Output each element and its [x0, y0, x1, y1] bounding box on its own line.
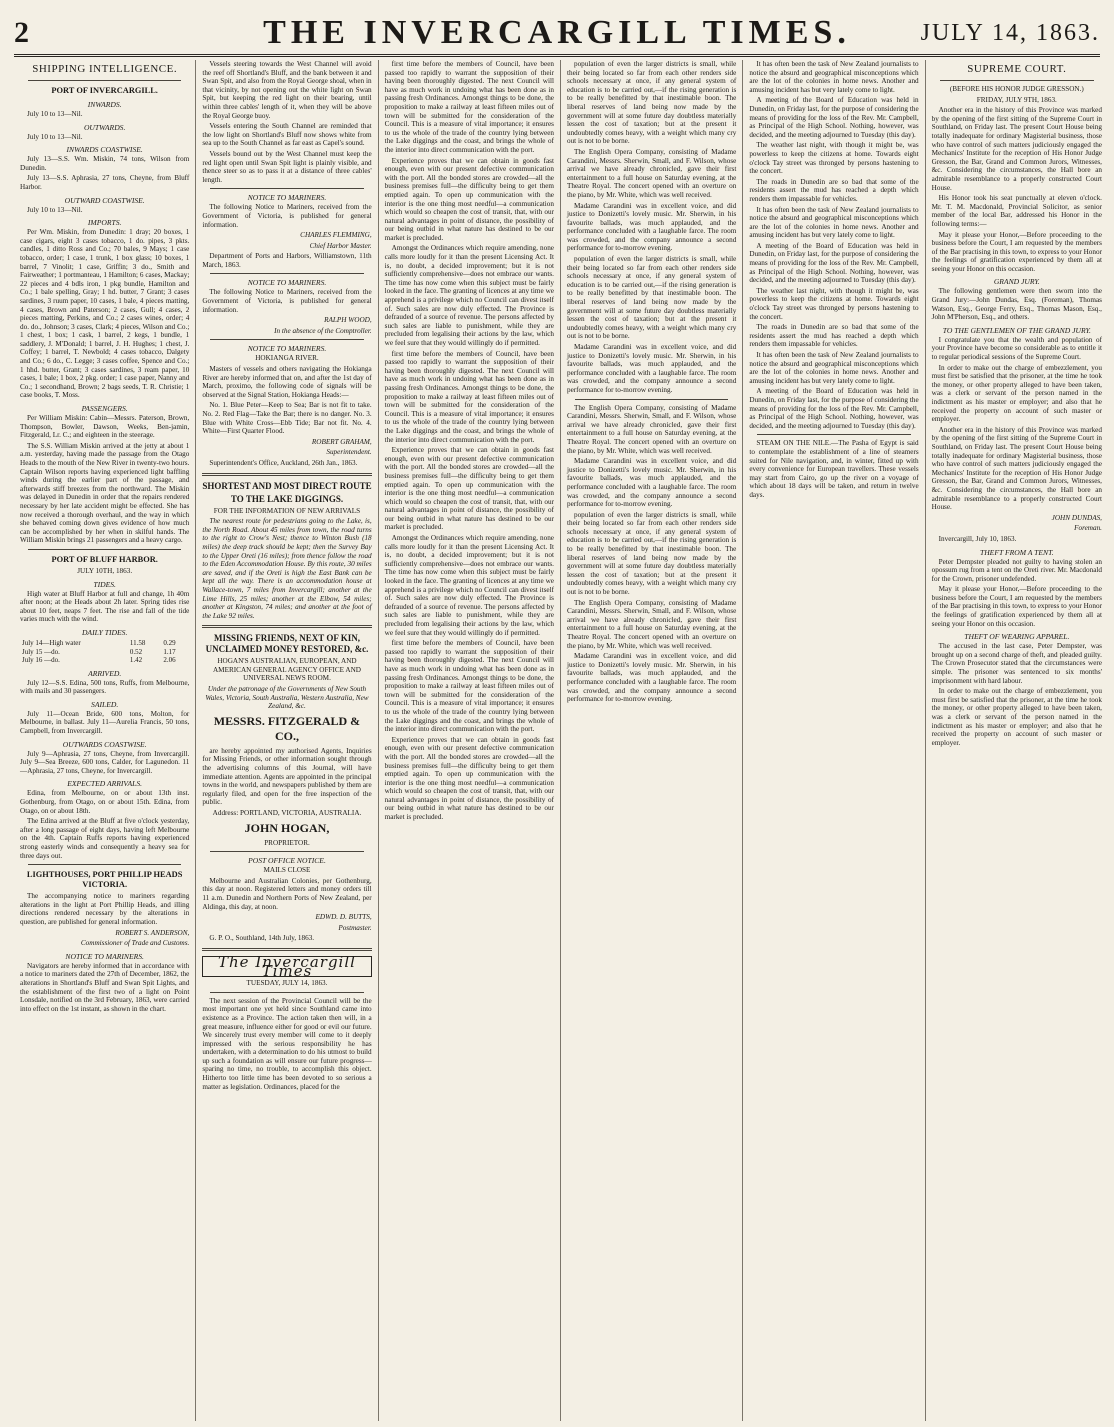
section-heading: SUPREME COURT.: [967, 63, 1067, 75]
subheading: INWARDS COASTWISE.: [66, 145, 143, 155]
subheading: PASSENGERS.: [81, 404, 128, 414]
column-2: [196, 60, 378, 1421]
paragraph: HOKIANGA RIVER.: [255, 354, 319, 363]
paragraph: Melbourne and Australian Colonies, per Gothenburg, this day at noon. Registered letters and money orders till 11 a.m. Dunedin and Northern Ports of New Zealand, per Aldinga, this day, at noon.: [202, 876, 372, 911]
table-row: [20, 656, 189, 665]
paragraph: Another era in the history of this Province was marked by the opening of the first sitting of the Supreme Court in Southland, on Friday last. The present Court House being totally inadequate for ordinary Magisterial business, those who have control of such matters judiciously engaged the Mechanics' Institute for the reception of His Honor Judge Gresson, the Bar, Grand and Common Jurors, Witnesses, &c. Considering the circumstances, the Hall bore an admirable resemblance to a properly constructed Court House.: [931, 425, 1102, 512]
paragraph: The English Opera Company, consisting of Madame Carandini, Messrs. Sherwin, Small, and F. Wilson, whose arrival we have already chronicled, gave their first entertainment to a full house on Saturday evening, at the Theatre Royal. The concert opened with an overture on the piano, by Mr. White, which was well received.: [566, 598, 737, 650]
issue-date: JULY 14, 1863.: [920, 20, 1100, 46]
subheading: TIDES.: [93, 579, 116, 589]
subheading: NOTICE TO MARINERS.: [247, 278, 327, 288]
paragraph: Edina, from Melbourne, on or about 13th inst. Gothenburg, from Otago, on or about 15th. Edina, from Otago, on or about 18th.: [20, 789, 190, 815]
subheading: ARRIVED.: [88, 668, 122, 678]
paragraph: Per William Miskin: Cabin—Messrs. Paterson, Brown, Thompson, Bowler, Dawson, Weeks, Ben-jamin, Fitzgerald, Lr. C.; and eighteen in the steerage.: [20, 414, 190, 440]
paragraph: Madame Carandini was in excellent voice, and did justice to Donizetti's lovely music. Mr. Sherwin, in his favourite ballads, was much applauded, and the performance concluded with a laughable farce. The room was crowded, and the company announce a second performance for to-morrow evening.: [566, 201, 737, 253]
subheading: OUTWARD COASTWISE.: [64, 195, 145, 205]
paragraph: Navigators are hereby informed that in accordance with a notice to mariners dated the 27th of December, 1862, the alterations in Shortland's Bluff and Swan Spit Lights, and the establishment of the first two of a light on Point Lonsdale, notified on the 3rd February, 1863, were carried into effect on the 1st instant, as shown in the chart.: [20, 961, 190, 1013]
advert-heading: SHORTEST AND MOST DIRECT ROUTE: [202, 480, 372, 491]
paragraph: It has often been the task of New Zealand journalists to notice the absurd and geographical misconceptions which are the lot of the colonies in home news. Another and amusing incident has but very lately come to light.: [749, 351, 919, 385]
paragraph: The accompanying notice to mariners regarding alterations in the light at Port Phillip Heads, and illing directions rendered necessary by the alterations in question, are published for general information.: [20, 892, 190, 926]
subheading: DAILY TIDES.: [81, 627, 128, 637]
column-3: [379, 60, 561, 1421]
paragraph: STEAM ON THE NILE.—The Pasha of Egypt is said to contemplate the establishment of a line of steamers suited for Nile navigation, and, in winter, fitted up with every convenience for European travellers. These vessels may start from Cairo, go up the river on a voyage of which about 18 days will be taken, and return in twelve days.: [749, 439, 919, 499]
divider: [210, 188, 363, 189]
newspaper-title: THE INVERCARGILL TIMES.: [263, 14, 851, 51]
advert-heading: MISSING FRIENDS, NEXT OF KIN, UNCLAIMED MONEY RESTORED, &c.: [205, 633, 369, 655]
columns: [14, 60, 1108, 1421]
paragraph: July 12—S.S. Edina, 500 tons, Ruffs, from Melbourne, with mails and 30 passengers.: [20, 678, 190, 696]
paragraph: The accused in the last case, Peter Dempster, was brought up on a second charge of theft, and pleaded guilty. The Crown Prosecutor stated that the circumstances were simple. The prisoner was sentenced to six months' imprisonment with hard labour.: [931, 642, 1102, 685]
paragraph: population of even the larger districts is small, while their being located so far from each other renders side schools necessary at once, if any general system of education is to be carried out,—if the rising generation is to be really benefitted by that inestimable boon. The liberal reserves of land being now made by the government will at some future day doubtless materially lessen the cost of taxation; but at the present it undoubtedly comes heavy, with a weight which many cry out is not to be borne.: [566, 60, 737, 146]
paragraph: No. 1. Blue Peter—Keep to Sea; Bar is not fit to take. No. 2. Red Flag—Take the Bar; there is no danger. No. 3. Blue with White Cross—Ebb Tide; Bar not fit. No. 4. White—First Quarter Flood.: [202, 401, 372, 436]
paragraph: G. P. O., Southland, 14th July, 1863.: [209, 934, 315, 943]
paragraph: May it please your Honor,—Before proceeding to the business before the Court, I am requested by the members of the Bar practising in this town, to express to your Honor the feelings of gratification experienced by them all at seeing your Honor on this occasion.: [931, 585, 1102, 628]
masthead: [14, 8, 1100, 57]
subheading: OUTWARDS COASTWISE.: [62, 739, 147, 749]
paragraph: The roads in Dunedin are so bad that some of the residents assert the mud has reached a depth which renders them impassable for vehicles.: [749, 323, 919, 349]
paragraph: Superintendent's Office, Auckland, 26th Jan., 1863.: [209, 458, 358, 467]
paragraph: It has often been the task of New Zealand journalists to notice the absurd and geographical misconceptions which are the lot of the colonies in home news. Another and amusing incident has but very lately come to light.: [749, 60, 919, 94]
paragraph: MAILS CLOSE: [263, 866, 311, 875]
paragraph: FOR THE INFORMATION OF NEW ARRIVALS: [213, 506, 361, 515]
paragraph: July 13—S.S. Aphrasia, 27 tons, Cheyne, from Bluff Harbor.: [20, 174, 190, 191]
paragraph: The weather last night, with though it might be, was powerless to keep the citizens at home. Towards eight o'clock Tay street was thronged by persons hastening to the concert.: [749, 286, 919, 321]
signature: Foreman.: [1074, 524, 1102, 533]
paragraph: The nearest route for pedestrians going to the Lake, is, the North Road. About 45 miles from town, the road turns to the right to Crow's Nest; thence to Winton Bush (18 miles) the deep track should be kept; then the Survey Bay to the Upper Oreti (16 miles); from thence follow the road to the Eden Accommodation House. By this route, 30 miles are saved, and if the Oreti is high the East Bank can be kept all the way. There is an accommodation house at Wallace-town, 7 miles from Invercargill; another at the Lime Hills, 25 miles; another at the Elbow, 54 miles; another at Kingston, 74 miles; and another at the foot of the Lake 92 miles.: [202, 517, 372, 620]
table-cell: July 15 —do.: [22, 647, 60, 656]
divider: [210, 851, 363, 852]
paragraph: Masters of vessels and others navigating the Hokianga River are hereby informed that on, and after the 1st day of March, proximo, the following code of signals will be observed at the Signal Station, Hokianga Heads:—: [202, 365, 372, 399]
paragraph: JULY 10TH, 1863.: [77, 566, 133, 575]
subheading: EXPECTED ARRIVALS.: [67, 779, 143, 789]
signature: RALPH WOOD,: [324, 316, 372, 325]
paragraph: (BEFORE HIS HONOR JUDGE GRESSON.): [949, 85, 1084, 93]
paragraph: In order to make out the charge of embezzlement, you must first be satisfied that the prisoner, at the time he took the money, or other property alleged to have been taken, was a clerk or servant of the person named in the indictment as his master or employer; and also that he received the property on account of such master or employer.: [931, 687, 1102, 747]
paragraph: It has often been the task of New Zealand journalists to notice the absurd and geographical misconceptions which are the lot of the colonies in home news. Another and amusing incident has but very lately come to light.: [749, 205, 919, 240]
table-row: [20, 639, 189, 648]
divider: [940, 80, 1094, 81]
paragraph: The following Notice to Mariners, received from the Government of Victoria, is published for general information.: [202, 203, 372, 229]
paragraph: Vessels steering towards the West Channel will avoid the reef off Shortland's Bluff, and the bank between it and Swan Spit, and also from the Royal George shoal, when in that vicinity, by not opening out the white light on Swan Spit, but keeping the red light on their bearing, until within three cables' length of it, when they will be above the Royal George buoy.: [202, 60, 372, 120]
paragraph: Experience proves that we can obtain in goods fast enough, even with our present defective communication with the port. All the bonded stores are crowded—all the business premises full—the difficulty being to get them emptied again. To open up communication with the interior is the one thing most needful—a communication which would so cheapen the cost of transit, that, with our natural advantages in point of distance, the possibility of our being outbid in what nature has destined to be our market is precluded.: [384, 735, 554, 822]
subheading: INWARDS.: [87, 100, 122, 109]
paragraph: May it please your Honor,—Before proceeding to the business before the Court, I am requested by the members of the Bar practising in this town, to express to your Honor the feelings of gratification experienced by them all at seeing your Honor on this occasion.: [931, 230, 1102, 273]
advert-heading: MESSRS. FITZGERALD & CO.,: [213, 713, 361, 743]
paragraph: Vessels bound out by the West Channel must keep the red light open until Swan Spit light is plainly visible, and thence steer so as to pass it at a distance of three cables' length.: [202, 149, 372, 184]
table-cell: 2.06: [163, 656, 176, 665]
signature: JOHN DUNDAS,: [1051, 513, 1102, 522]
masthead-flag: [202, 952, 371, 980]
paragraph: first time before the members of Council, have been passed too rapidly to warrant the supposition of their having been thoroughly digested. The next Council will have as much work in undoing what has been done as in passing fresh Ordinances. Amongst things to be done, the proposition to make a railway at least fifteen miles out of town will be submitted for the consideration of the Council. This is a measure of vital importance; it ensures to us the whole of the trade of the country lying between the Lake diggings and the coast, and brings the whole of the interior into direct communication with the port.: [384, 349, 554, 444]
paragraph: A meeting of the Board of Education was held in Dunedin, on Friday last, for the purpose of considering the means of providing for the loss of the Rev. Mr. Campbell, as Principal of the High School. Nothing, however, was decided, and the meeting adjourned to Tuesday (this day).: [749, 241, 919, 285]
paragraph: TUESDAY, JULY 14, 1863.: [246, 979, 328, 988]
paragraph: July 10 to 13—Nil.: [27, 205, 83, 214]
advert-heading: TO THE LAKE DIGGINGS.: [230, 493, 344, 504]
section-heading: SHIPPING INTELLIGENCE.: [32, 63, 178, 75]
signature: ROBERT S. ANDERSON,: [115, 928, 190, 937]
paragraph: July 13—S.S. Wm. Miskin, 74 tons, Wilson from Dunedin.: [20, 155, 190, 172]
paragraph: I congratulate you that the wealth and population of your Province have become so considerable as to entitle it to regular periodical sessions of the Supreme Court.: [931, 335, 1102, 362]
paragraph: Madame Carandini was in excellent voice, and did justice to Donizetti's lovely music. Mr. Sherwin, in his favourite ballads, was much applauded, and the performance concluded with a laughable farce. The room was crowded, and the company announce a second performance for to-morrow evening.: [566, 652, 737, 704]
subheading: OUTWARDS.: [83, 122, 126, 132]
table-cell: 11.58: [129, 638, 146, 647]
table-cell: 1.17: [163, 647, 176, 656]
signature: Chief Harbor Master.: [309, 241, 372, 250]
subheading: POST OFFICE NOTICE.: [248, 856, 326, 866]
signature: Superintendent.: [326, 448, 372, 457]
paragraph: The S.S. William Miskin arrived at the jetty at about 1 a.m. yesterday, having made the passage from the Otago Heads to the mouth of the New River in twenty-two hours. Captain Wilson reports having experienced light baffling winds during the earlier part of the passage, and afterwards stiff breezes from the northward. The Miskin was delayed in Dunedin in order that the repairs rendered necessary by her late accident might be effected. She has now received a thorough overhaul, and the way in which she behaved coming down gives evidence of how much can be accomplished by her when in skilful hands. The William Miskin brings 21 passengers and a heavy cargo.: [20, 441, 190, 545]
table-cell: July 16 —do.: [22, 656, 60, 665]
paragraph: A meeting of the Board of Education was held in Dunedin, on Friday last, for the purpose of considering the means of providing for the loss of the Rev. Mr. Campbell, as Principal of the High School. Nothing, however, was decided, and the meeting adjourned to Tuesday (this day).: [749, 96, 919, 139]
paragraph: Experience proves that we can obtain in goods fast enough, even with our present defective communication with the port. All the bonded stores are crowded—all the business premises full—the difficulty being to get them emptied again. To open up communication with the interior is the one thing most needful—a communication which would so cheapen the cost of transit, that, with our natural advantages in point of distance, the possibility of our being outbid in what nature has destined to be our market is precluded.: [384, 156, 554, 242]
subheading: GRAND JURY.: [993, 277, 1040, 287]
subheading: IMPORTS.: [87, 218, 122, 228]
divider: [210, 339, 363, 340]
subheading: LIGHTHOUSES, PORT PHILLIP HEADS VICTORIA.: [26, 870, 183, 890]
table-cell: July 14—High water: [22, 638, 81, 647]
paragraph: A meeting of the Board of Education was held in Dunedin, on Friday last, for the purpose of considering the means of providing for the loss of the Rev. Mr. Campbell, as Principal of the High School. Nothing, however, was decided, and the meeting adjourned to Tuesday (this day).: [749, 387, 919, 430]
paragraph: Peter Dempster pleaded not guilty to having stolen an opossum rug from a tent on the Oreti river. Mr. Macdonald for the Crown, prisoner undefended.: [931, 557, 1102, 583]
paragraph: Vessels entering the South Channel are reminded that the low light on Shortland's Bluff now shows white from sea up to the South Channel as far east as Capel's sound.: [202, 122, 372, 148]
paragraph: His Honor took his seat punctually at eleven o'clock. Mr. T. M. Macdonald, Provincial Solicitor, as senior member of the local Bar, addressed his Honor in the following terms:—: [931, 194, 1102, 228]
tide-table: [20, 639, 189, 665]
paragraph: The English Opera Company, consisting of Madame Carandini, Messrs. Sherwin, Small, and F. Wilson, whose arrival we have already chronicled, gave their first entertainment to a full house on Saturday evening, at the Theatre Royal. The concert opened with an overture on the piano, by Mr. White, which was well received.: [566, 403, 737, 455]
subheading: NOTICE TO MARINERS.: [247, 193, 327, 203]
paragraph: Per Wm. Miskin, from Dunedin: 1 dray; 20 boxes, 1 case cigars, eight 3 cases tobacco, 1 do. pipes, 3 pkts. candles, 1 ditto Ross and Co.; 70 bales, 9 Mays; 1 case tobacco, order; 1 case, 1 trunk, 1 box glass; 10 boxes, 1 barrel, 7 Vinolit; 1 case, Griffin; 3 do., Smith and Fairweather; 1 portmanteau, 1 Hamilton; 6 cases, Mackay; 22 pieces and 4 bdls iron, 1 pkg bundle, Hamilton and Co.; 1 bale spelling, Gray; 1 hd. butter, 7 Grant; 3 cases sardines, 3 ruum paper, 10 cases, 1 bale, 4 pieces matting, 4 cases, Brown and Paterson; 2 cases, Gull; 4 cases, 2 pieces matting, Perkins, and Co.; 2 cases wines, order; 4 do. do., Johnson; 3 cases, Clark; 4 pieces, Wilson and Co.; 1 chest, 1 box; 1 cask, 1 barrel, 2 kegs, 1 bundle, 1 saddlery, J. M'Donald; 1 barrel, J. H. Hughes; 1 chest, J. Coffey; 1 barrel, T. Newbold; 4 cases tobacco, Dalgety and Co.; 6 do., C. Legge; 3 cases coffee, Spence and Co.; 1 hhd. butter, Grant; 3 cases sardines, 3 ream paper, 10 cases, 1 bale; 1 box, 2 pkg. order; 1 case paper, Nanny and Co.; 1 secondhand, Brown; 2 bags seeds, T. R. Christie; 1 case books, T. Moss.: [20, 228, 190, 400]
paragraph: first time before the members of Council, have been passed too rapidly to warrant the supposition of their having been thoroughly digested. The next Council will have as much work in undoing what has been done as in passing fresh Ordinances. Amongst things to be done, the proposition to make a railway at least fifteen miles out of town will be submitted for the consideration of the Council. This is a measure of vital importance; it ensures to us the whole of the trade of the country lying between the Lake diggings and the coast, and brings the whole of the interior into direct communication with the port.: [384, 639, 554, 734]
paragraph: Madame Carandini was in excellent voice, and did justice to Donizetti's lovely music. Mr. Sherwin, in his favourite ballads, was much applauded, and the performance concluded with a laughable farce. The room was crowded, and the company announce a second performance for to-morrow evening.: [566, 343, 737, 394]
paragraph: The English Opera Company, consisting of Madame Carandini, Messrs. Sherwin, Small, and F. Wilson, whose arrival we have already chronicled, gave their first entertainment to a full house on Saturday evening, at the Theatre Royal. The concert opened with an overture on the piano, by Mr. White, which was well received.: [566, 147, 737, 199]
paragraph: July 10 to 13—Nil.: [27, 132, 83, 141]
paragraph: July 9—Aphrasia, 27 tons, Cheyne, from Invercargill. July 9—Sea Breeze, 600 tons, Calder, for Lagunedon. 11—Aphrasia, 27 tons, Cheyne, for Invercargill.: [20, 749, 190, 775]
divider: [28, 80, 181, 81]
paragraph: The roads in Dunedin are so bad that some of the residents assert the mud has reached a depth which renders them impassable for vehicles.: [749, 177, 919, 203]
paragraph: Madame Carandini was in excellent voice, and did justice to Donizetti's lovely music. Mr. Sherwin, in his favourite ballads, was much applauded, and the performance concluded with a laughable farce. The room was crowded, and the company announce a second performance for to-morrow evening.: [566, 457, 737, 509]
flag-title: The Invercargill Times: [202, 956, 371, 977]
paragraph: population of even the larger districts is small, while their being located so far from each other renders side schools necessary at once, if any general system of education is to be carried out,—if the rising generation is to be really benefitted by that inestimable boon. The liberal reserves of land being now made by the government will at some future day doubtless materially lessen the cost of taxation; but at the present it undoubtedly comes heavy, with a weight which many cry out is not to be borne.: [566, 510, 737, 597]
column-5: [743, 60, 925, 1421]
advert-heading: JOHN HOGAN,: [244, 820, 330, 835]
paragraph: population of even the larger districts is small, while their being located so far from each other renders side schools necessary at once, if any general system of education is to be carried out,—if the rising generation is to be really benefitted by that inestimable boon. The liberal reserves of land being now made by the government will at some future day doubtless materially lessen the cost of taxation; but at the present it undoubtedly comes heavy, with a weight which many cry out is not to be borne.: [566, 255, 737, 341]
paragraph: HOGAN'S AUSTRALIAN, EUROPEAN, AND AMERICAN GENERAL AGENCY OFFICE AND UNIVERSAL NEWS ROOM.: [212, 657, 361, 683]
divider: [202, 473, 371, 476]
paragraph: Invercargill, July 10, 1863.: [938, 534, 1017, 543]
paragraph: Amongst the Ordinances which require amending, none calls more loudly for it than the present Licensing Act. It is, no doubt, a decided improvement; but it is not sufficiently comprehensive—does not embrace our wants. The time has now come when this subject must be fairly looked in the face. The granting of licences at any time we apprehend is a privilege which no Council can divest itself of. Such sales are now duly effected. The Province is defrauded of a source of revenue. The persons affected by such sales are liable to punishment, while they are precluded from legalising their actions by the law, which we feel sure that they would willingly do if permitted.: [384, 244, 554, 347]
paragraph: The weather last night, with though it might be, was powerless to keep the citizens at home. Towards eight o'clock Tay street was thronged by persons hastening to the concert.: [749, 141, 919, 176]
table-cell: 1.42: [129, 656, 143, 665]
paragraph: The following Notice to Mariners, received from the Government of Victoria, is published for general information.: [202, 288, 372, 314]
subheading: THEFT OF WEARING APPAREL.: [964, 632, 1070, 642]
signature: Commissioner of Trade and Customs.: [80, 939, 190, 948]
signature: CHARLES FLEMMING,: [300, 231, 372, 240]
paragraph: July 10 to 13—Nil.: [27, 110, 83, 118]
page-number: 2: [14, 16, 29, 49]
paragraph: High water at Bluff Harbor at full and change, 1h 40m after noon; at the Heads about 2h later. Spring tides rise about 10 feet, neaps 7 feet. The rise and fall of the tide varies much with the wind.: [20, 589, 190, 624]
paragraph: In order to make out the charge of embezzlement, you must first be satisfied that the prisoner, at the time he took the money, or other property alleged to have been taken, was a clerk or servant of the person named in the indictment as his master or employer; and also that he received the property on account of such master or employer.: [931, 363, 1102, 424]
paragraph: first time before the members of Council, have been passed too rapidly to warrant the supposition of their having been thoroughly digested. The next Council will have as much work in undoing what has been done as in passing fresh Ordinances. Amongst things to be done, the proposition to make a railway at least fifteen miles out of town will be submitted for the consideration of the Council. This is a measure of vital importance; it ensures to us the whole of the trade of the country lying between the Lake diggings and the coast, and brings the whole of the interior into direct communication with the port.: [384, 60, 554, 154]
paragraph: PROPRIETOR.: [264, 838, 310, 847]
divider: [757, 434, 910, 435]
subheading: NOTICE TO MARINERS.: [247, 344, 327, 354]
paragraph: Department of Ports and Harbors, Williamstown, 11th March, 1863.: [202, 252, 372, 269]
divider: [28, 549, 181, 550]
subheading: SAILED.: [91, 699, 119, 709]
paragraph: July 11—Ocean Bride, 600 tons, Molton, for Melbourne, in ballast. July 11—Aurelia Francis, 50 tons, Campbell, from Invercargill.: [20, 709, 190, 736]
paragraph: The following gentlemen were then sworn into the Grand Jury:—John Dundas, Esq. (Foreman), Thomas Watson, Esq., George Ferry, Esq., Thomas Mason, Esq., John M'Pherson, Esq., and others.: [931, 287, 1102, 322]
divider: [202, 948, 371, 951]
paragraph: Experience proves that we can obtain in goods fast enough, even with our present defective communication with the port. All the bonded stores are crowded—all the business premises full—the difficulty being to get them emptied again. To open up communication with the interior is the one thing most needful—a communication which would so cheapen the cost of transit, that, with our natural advantages in point of distance, the possibility of our being outbid in what nature has destined to be our market is precluded.: [384, 446, 554, 532]
column-1: [14, 60, 196, 1421]
table-row: [20, 648, 189, 657]
paragraph: FRIDAY, JULY 9TH, 1863.: [976, 95, 1057, 104]
table-cell: 0.52: [129, 647, 143, 656]
subheading: THEFT FROM A TENT.: [979, 547, 1054, 557]
paragraph: Under the patronage of the Governments of New South Wales, Victoria, South Australia, Western Australia, New Zealand, &c.: [205, 685, 369, 711]
signature: ROBERT GRAHAM,: [311, 437, 372, 446]
paragraph: are hereby appointed my authorised Agents, Inquiries for Missing Friends, or other information sought through the advertising columns of this Journal, will have immediate attention. Agents are appointed in the principal towns in the world, and newspapers published by them are regularly filed, and open for the free inspection of the public.: [202, 746, 372, 807]
paragraph: Address: PORTLAND, VICTORIA, AUSTRALIA.: [212, 809, 362, 817]
divider: [202, 625, 371, 628]
paragraph: Another era in the history of this Province was marked by the opening of the first sitting of the Supreme Court in Southland, on Friday last. The present Court House being totally inadequate for ordinary Magisterial business, those who have control of such matters judiciously engaged the Mechanics' Institute for the reception of His Honor Judge Gresson, the Bar, Grand and Common Jurors, Witnesses, &c. Considering the circumstances, the Hall bore an admirable resemblance to a properly constructed Court House.: [931, 106, 1102, 192]
divider: [210, 992, 363, 993]
subheading: PORT OF BLUFF HARBOR.: [51, 554, 158, 564]
column-6: [926, 60, 1108, 1421]
paragraph: Amongst the Ordinances which require amending, none calls more loudly for it than the present Licensing Act. It is, no doubt, a decided improvement; but it is not sufficiently comprehensive—does not embrace our wants. The time has now come when this subject must be fairly looked in the face. The granting of licences at any time we apprehend is a privilege which no Council can divest itself of. Such sales are now duly effected. The Province is defrauded of a source of revenue. The persons affected by such sales are liable to punishment, while they are precluded from legalising their actions by the law, which we feel sure that they would willingly do if permitted.: [384, 534, 554, 637]
subheading: NOTICE TO MARINERS.: [65, 951, 144, 961]
paragraph: The Edina arrived at the Bluff at five o'clock yesterday, after a long passage of eight days, having left Melbourne on the 4th. Captain Ruffs reports having experienced strong easterly winds and consequently a heavy sea for three days out.: [20, 817, 190, 860]
subheading: TO THE GENTLEMEN OF THE GRAND JURY.: [942, 325, 1091, 335]
editorial-lead: The next session of the Provincial Council will be the most important one yet held since Southland came into existence as a Province. The action taken then will, in a great measure, influence either for good or evil our future. We sincerely trust every member will come to it deeply impressed with the serious responsibility he has undertaken, with a determination to do his utmost to build up such a foundation as will ensure our future progress—sparing no time, no trouble, to accomplish this object. Hitherto too little time has been devoted to so serious a matter as legislation. Ordinances, placed for the: [202, 996, 372, 1091]
signature: EDWD. D. BUTTS,: [315, 913, 372, 922]
divider: [28, 864, 181, 865]
table-cell: 0.29: [163, 638, 176, 647]
divider: [575, 399, 728, 400]
column-4: [561, 60, 743, 1421]
divider: [210, 273, 363, 274]
subheading: PORT OF INVERCARGILL.: [51, 86, 158, 95]
signature: In the absence of the Comptroller.: [274, 326, 372, 335]
signature: Postmaster.: [338, 923, 372, 932]
